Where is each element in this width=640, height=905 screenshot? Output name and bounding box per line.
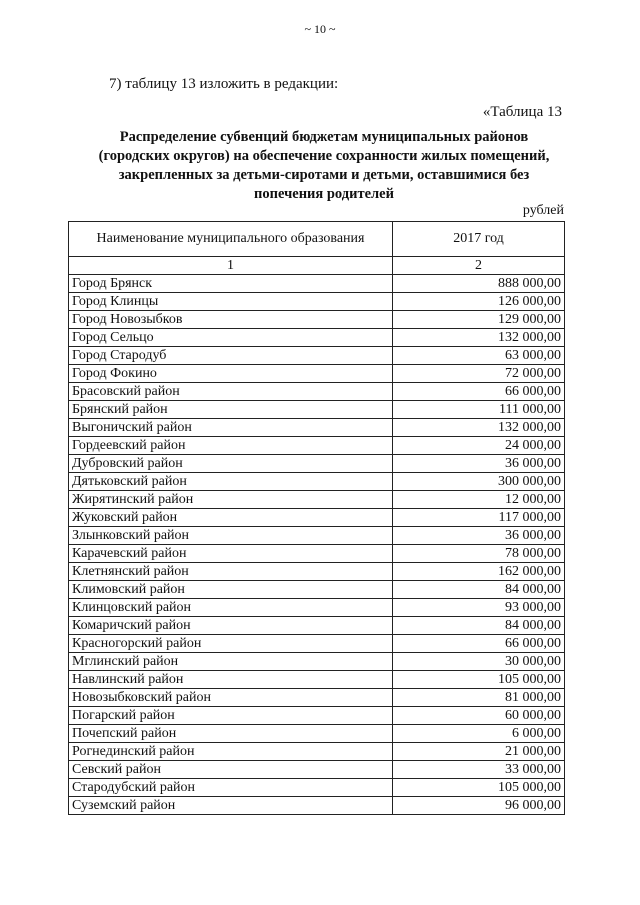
municipality-name: Красногорский район [69, 635, 393, 653]
municipality-name: Новозыбковский район [69, 689, 393, 707]
table-row [69, 761, 565, 779]
subvention-amount: 24 000,00 [393, 437, 565, 455]
table-row [69, 437, 565, 455]
subvention-amount: 33 000,00 [393, 761, 565, 779]
subvention-amount: 117 000,00 [393, 509, 565, 527]
subvention-amount: 81 000,00 [393, 689, 565, 707]
distribution-table [68, 221, 565, 815]
heading-line: закрепленных за детьми-сиротами и детьми, оставшимися без [118, 167, 530, 183]
municipality-name: Жуковский район [69, 509, 393, 527]
subvention-amount: 84 000,00 [393, 581, 565, 599]
table-row [69, 671, 565, 689]
municipality-name: Город Новозыбков [69, 311, 393, 329]
column-header-year: 2017 год [393, 222, 565, 257]
table-row [69, 347, 565, 365]
municipality-name: Город Стародуб [69, 347, 393, 365]
municipality-name: Клинцовский район [69, 599, 393, 617]
table-row [69, 779, 565, 797]
municipality-name: Мглинский район [69, 653, 393, 671]
table-row [69, 653, 565, 671]
municipality-name: Город Сельцо [69, 329, 393, 347]
heading-line: (городских округов) на обеспечение сохранности жилых помещений, [98, 148, 550, 164]
table-row [69, 563, 565, 581]
subvention-amount: 132 000,00 [393, 329, 565, 347]
municipality-name: Злынковский район [69, 527, 393, 545]
municipality-name: Навлинский район [69, 671, 393, 689]
table-row [69, 293, 565, 311]
table-body [69, 275, 565, 815]
municipality-name: Погарский район [69, 707, 393, 725]
subvention-amount: 36 000,00 [393, 455, 565, 473]
subvention-amount: 162 000,00 [393, 563, 565, 581]
column-number-row [69, 257, 565, 275]
heading-line: попечения родителей [254, 186, 394, 202]
table-row [69, 311, 565, 329]
subvention-amount: 60 000,00 [393, 707, 565, 725]
subvention-amount: 36 000,00 [393, 527, 565, 545]
table-row [69, 275, 565, 293]
table-row [69, 689, 565, 707]
municipality-name: Почепский район [69, 725, 393, 743]
column-header-name: Наименование муниципального образования [69, 222, 393, 257]
subvention-amount: 66 000,00 [393, 383, 565, 401]
municipality-name: Комаричский район [69, 617, 393, 635]
subvention-amount: 96 000,00 [393, 797, 565, 815]
subvention-amount: 63 000,00 [393, 347, 565, 365]
municipality-name: Дятьковский район [69, 473, 393, 491]
table-row [69, 401, 565, 419]
document-heading [80, 128, 568, 204]
table-row [69, 419, 565, 437]
municipality-name: Карачевский район [69, 545, 393, 563]
table-row [69, 545, 565, 563]
municipality-name: Стародубский район [69, 779, 393, 797]
table-row [69, 329, 565, 347]
subvention-amount: 126 000,00 [393, 293, 565, 311]
municipality-name: Суземский район [69, 797, 393, 815]
subvention-amount: 105 000,00 [393, 671, 565, 689]
municipality-name: Брянский район [69, 401, 393, 419]
table-row [69, 509, 565, 527]
table-row [69, 725, 565, 743]
municipality-name: Выгоничский район [69, 419, 393, 437]
table-row [69, 581, 565, 599]
subvention-amount: 129 000,00 [393, 311, 565, 329]
subvention-amount: 12 000,00 [393, 491, 565, 509]
subvention-amount: 300 000,00 [393, 473, 565, 491]
municipality-name: Клетнянский район [69, 563, 393, 581]
municipality-name: Город Фокино [69, 365, 393, 383]
table-row [69, 797, 565, 815]
municipality-name: Брасовский район [69, 383, 393, 401]
table-row [69, 599, 565, 617]
municipality-name: Дубровский район [69, 455, 393, 473]
municipality-name: Город Брянск [69, 275, 393, 293]
municipality-name: Гордеевский район [69, 437, 393, 455]
table-row [69, 491, 565, 509]
subvention-amount: 66 000,00 [393, 635, 565, 653]
table-row [69, 455, 565, 473]
municipality-name: Город Клинцы [69, 293, 393, 311]
subvention-amount: 105 000,00 [393, 779, 565, 797]
subvention-amount: 132 000,00 [393, 419, 565, 437]
subvention-amount: 78 000,00 [393, 545, 565, 563]
table-label: «Таблица 13 [482, 104, 562, 120]
units-label: рублей [522, 203, 564, 218]
municipality-name: Севский район [69, 761, 393, 779]
subvention-amount: 888 000,00 [393, 275, 565, 293]
table-header-row [69, 222, 565, 257]
column-number: 2 [393, 257, 565, 275]
municipality-name: Рогнединский район [69, 743, 393, 761]
table-row [69, 383, 565, 401]
subvention-amount: 21 000,00 [393, 743, 565, 761]
municipality-name: Климовский район [69, 581, 393, 599]
table-row [69, 473, 565, 491]
subvention-amount: 84 000,00 [393, 617, 565, 635]
heading-line: Распределение субвенций бюджетам муниципальных районов [119, 129, 529, 145]
page-number: ~ 10 ~ [304, 22, 336, 36]
subvention-amount: 111 000,00 [393, 401, 565, 419]
table-row [69, 527, 565, 545]
subvention-amount: 72 000,00 [393, 365, 565, 383]
subvention-amount: 30 000,00 [393, 653, 565, 671]
table-row [69, 365, 565, 383]
column-number: 1 [69, 257, 393, 275]
subvention-amount: 93 000,00 [393, 599, 565, 617]
table-row [69, 707, 565, 725]
intro-text: 7) таблицу 13 изложить в редакции: [109, 76, 339, 92]
table-row [69, 743, 565, 761]
table-row [69, 635, 565, 653]
municipality-name: Жирятинский район [69, 491, 393, 509]
subvention-amount: 6 000,00 [393, 725, 565, 743]
table-row [69, 617, 565, 635]
